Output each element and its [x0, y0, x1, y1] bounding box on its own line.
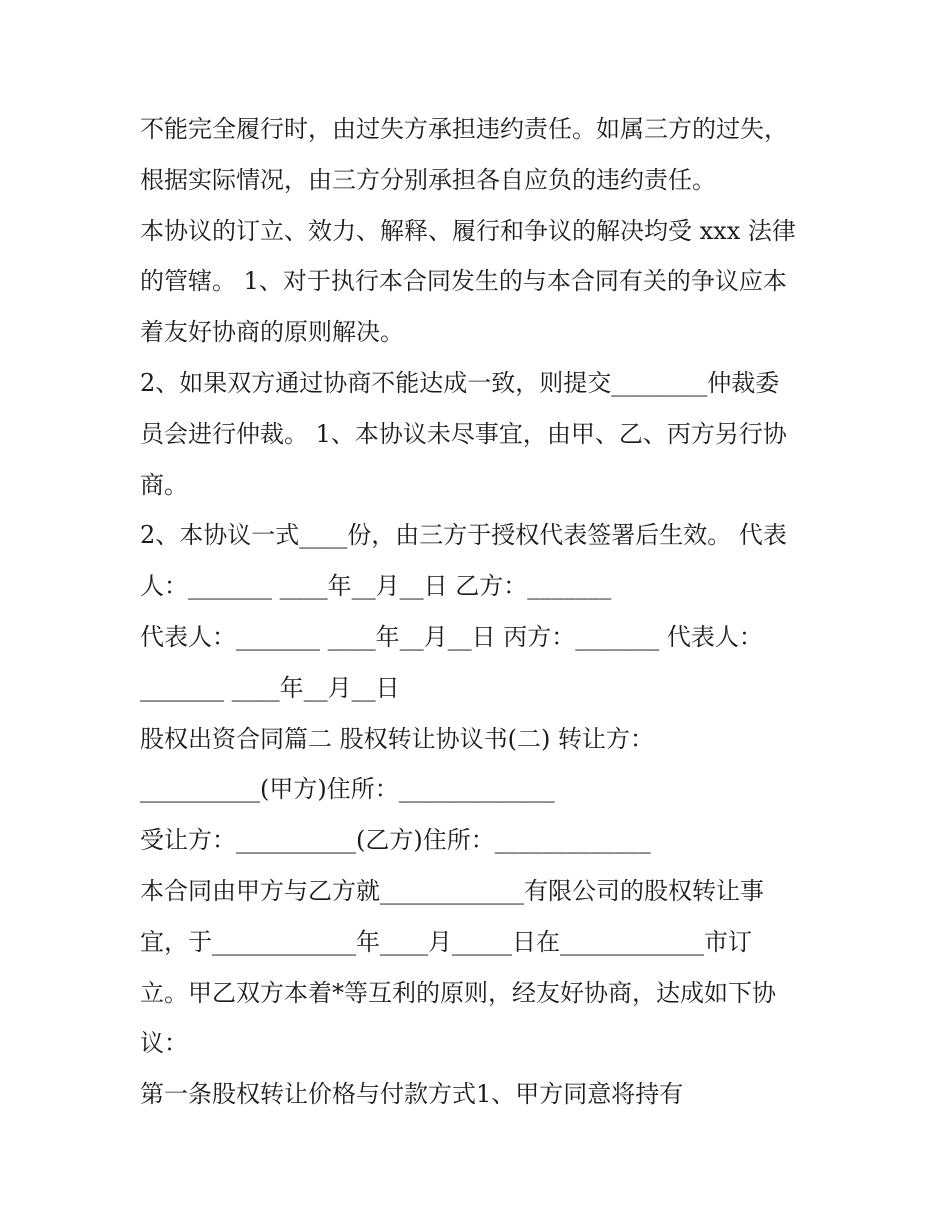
text-line: 根据实际情况，由三方分别承担各自应负的违约责任。	[140, 165, 716, 194]
text-line: __________(甲方)住所：_____________	[140, 775, 555, 804]
document-body	[140, 104, 820, 1120]
text-line: 第一条股权转让价格与付款方式1、甲方同意将持有	[140, 1080, 684, 1109]
text-line: 不能完全履行时，由过失方承担违约责任。如属三方的过失，	[140, 115, 788, 143]
text-line: 本协议的订立、效力、解释、履行和争议的解决均受 xxx 法律	[140, 216, 796, 245]
text-line: 着友好协商的原则解决。	[140, 318, 404, 347]
text-line: 本合同由甲方与乙方就____________有限公司的股权转让事	[140, 876, 764, 905]
text-line: 代表人：_______ ____年__月__日 丙方：_______ 代表人：	[140, 622, 763, 651]
text-line: _______ ____年__月__日	[140, 673, 400, 702]
text-line: 2、如果双方通过协商不能达成一致，则提交________仲裁委	[140, 368, 780, 397]
text-line: 宜，于____________年____月_____日在____________市订	[140, 927, 752, 956]
text-line: 议：	[140, 1029, 188, 1058]
text-line: 受让方：__________(乙方)住所：_____________	[140, 826, 651, 855]
section-heading-line: 股权出资合同篇二 股权转让协议书(二) 转让方：	[140, 724, 654, 753]
text-line: 的管辖。 1、对于执行本合同发生的与本合同有关的争议应本	[140, 267, 787, 296]
text-line: 立。甲乙双方本着*等互利的原则，经友好协商，达成如下协	[140, 978, 776, 1007]
text-line: 2、本协议一式____份，由三方于授权代表签署后生效。 代表	[140, 521, 787, 550]
text-line: 员会进行仲裁。 1、本协议未尽事宜，由甲、乙、丙方另行协	[140, 419, 787, 448]
text-line: 商。	[140, 470, 188, 499]
text-line: 人：_______ ____年__月__日 乙方：_______	[140, 572, 612, 601]
